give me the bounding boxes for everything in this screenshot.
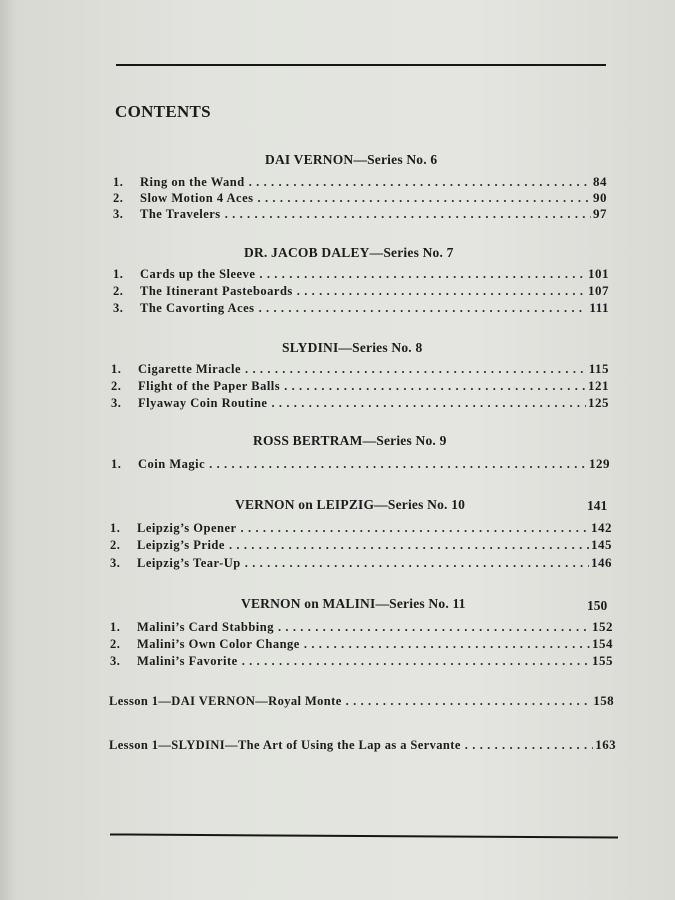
entry-title: Flight of the Paper Balls: [138, 379, 281, 393]
toc-entry[interactable]: [110, 537, 612, 553]
dot-leader: [297, 284, 586, 299]
lesson-page: 163: [595, 737, 616, 752]
entry-title: Leipzig’s Tear-Up: [137, 556, 241, 570]
entry-page: 154: [592, 636, 613, 651]
entry-page: 101: [588, 266, 609, 281]
lesson-title: Lesson 1—DAI VERNON—Royal Monte: [109, 694, 342, 708]
lesson-entry-slydini[interactable]: [109, 737, 616, 753]
toc-entry[interactable]: [113, 174, 607, 190]
entry-title: The Travelers: [140, 207, 221, 221]
entry-title: Ring on the Wand: [140, 175, 245, 189]
entry-page: 142: [591, 520, 612, 535]
entry-title: Leipzig’s Pride: [137, 538, 225, 552]
entry-number: 1.: [110, 620, 121, 634]
dot-leader: [284, 379, 586, 394]
page-edge-shadow: [0, 0, 16, 900]
entry-page: 129: [589, 456, 610, 471]
entry-title: The Itinerant Pasteboards: [140, 284, 293, 298]
section-title-jacob-daley: DR. JACOB DALEY—Series No. 7: [244, 245, 454, 260]
entry-title: Malini’s Own Color Change: [137, 637, 300, 651]
dot-leader: [259, 301, 588, 316]
entry-number: 1.: [113, 267, 124, 281]
dot-leader: [245, 556, 589, 571]
toc-entry[interactable]: [110, 653, 613, 669]
dot-leader: [229, 538, 589, 553]
entry-number: 2.: [110, 637, 121, 651]
entry-page: 152: [592, 619, 613, 634]
entry-number: 1.: [111, 362, 122, 376]
entry-number: 2.: [110, 538, 121, 552]
entry-title: Slow Motion 4 Aces: [140, 191, 254, 205]
toc-entry[interactable]: [113, 283, 609, 299]
top-rule: [116, 64, 606, 66]
lesson-page: 158: [593, 693, 614, 708]
dot-leader: [346, 694, 592, 709]
entry-number: 2.: [111, 379, 122, 393]
entry-number: 3.: [113, 301, 124, 315]
entry-page: 115: [588, 361, 609, 376]
entry-page: 145: [591, 537, 612, 552]
contents-heading: CONTENTS: [115, 102, 211, 121]
toc-entry[interactable]: [110, 636, 613, 652]
dot-leader: [245, 362, 587, 377]
entry-title: The Cavorting Aces: [140, 301, 255, 315]
entry-title: Cards up the Sleeve: [140, 267, 256, 281]
toc-entry[interactable]: [110, 555, 612, 571]
dot-leader: [271, 396, 586, 411]
entry-page: 125: [588, 395, 609, 410]
toc-entry[interactable]: [111, 378, 609, 394]
entry-number: 1.: [110, 521, 121, 535]
dot-leader: [259, 267, 586, 282]
dot-leader: [278, 620, 590, 635]
entry-number: 3.: [113, 207, 124, 221]
toc-entry[interactable]: [111, 361, 609, 377]
entry-title: Leipzig’s Opener: [137, 521, 237, 535]
lesson-entry-dai-vernon[interactable]: [109, 693, 614, 709]
section-title-dai-vernon: DAI VERNON—Series No. 6: [265, 152, 438, 167]
entry-title: Malini’s Card Stabbing: [137, 620, 274, 634]
toc-entry[interactable]: [113, 266, 609, 282]
section-title-vernon-leipzig: VERNON on LEIPZIG—Series No. 10: [235, 497, 466, 512]
entry-page: 90: [593, 190, 607, 205]
entry-page: 84: [593, 174, 607, 189]
toc-entry[interactable]: [111, 395, 609, 411]
section-title-slydini: SLYDINI—Series No. 8: [282, 340, 423, 355]
dot-leader: [225, 207, 591, 222]
toc-entry[interactable]: [110, 520, 612, 536]
dot-leader: [258, 191, 591, 206]
entry-number: 3.: [110, 654, 121, 668]
entry-title: Malini’s Favorite: [137, 654, 238, 668]
toc-entry[interactable]: [111, 456, 610, 472]
dot-leader: [304, 637, 590, 652]
dot-leader: [465, 738, 594, 753]
entry-number: 3.: [110, 556, 121, 570]
entry-page: 111: [589, 300, 609, 315]
entry-page: 97: [593, 206, 607, 221]
dot-leader: [241, 521, 589, 536]
entry-page: 155: [592, 653, 613, 668]
entry-number: 2.: [113, 191, 124, 205]
dot-leader: [242, 654, 590, 669]
entry-page: 121: [588, 378, 609, 393]
bottom-rule: [110, 833, 618, 838]
entry-title: Cigarette Miracle: [138, 362, 242, 376]
entry-number: 2.: [113, 284, 124, 298]
toc-entry[interactable]: [110, 619, 613, 635]
entry-page: 146: [591, 555, 612, 570]
lesson-title: Lesson 1—SLYDINI—The Art of Using the Lap as a Servante: [109, 738, 461, 752]
dot-leader: [249, 175, 591, 190]
entry-number: 3.: [111, 396, 122, 410]
section-title-vernon-malini: VERNON on MALINI—Series No. 11: [241, 596, 466, 611]
entry-number: 1.: [111, 457, 122, 471]
section-page: 141: [587, 498, 608, 513]
dot-leader: [209, 457, 587, 472]
toc-entry[interactable]: [113, 190, 607, 206]
section-title-ross-bertram: ROSS BERTRAM—Series No. 9: [253, 433, 447, 448]
entry-page: 107: [588, 283, 609, 298]
entry-number: 1.: [113, 175, 124, 189]
entry-title: Flyaway Coin Routine: [138, 396, 268, 410]
entry-title: Coin Magic: [138, 457, 206, 471]
toc-entry[interactable]: [113, 206, 607, 222]
section-page: 150: [587, 598, 608, 613]
toc-entry[interactable]: [113, 300, 609, 316]
